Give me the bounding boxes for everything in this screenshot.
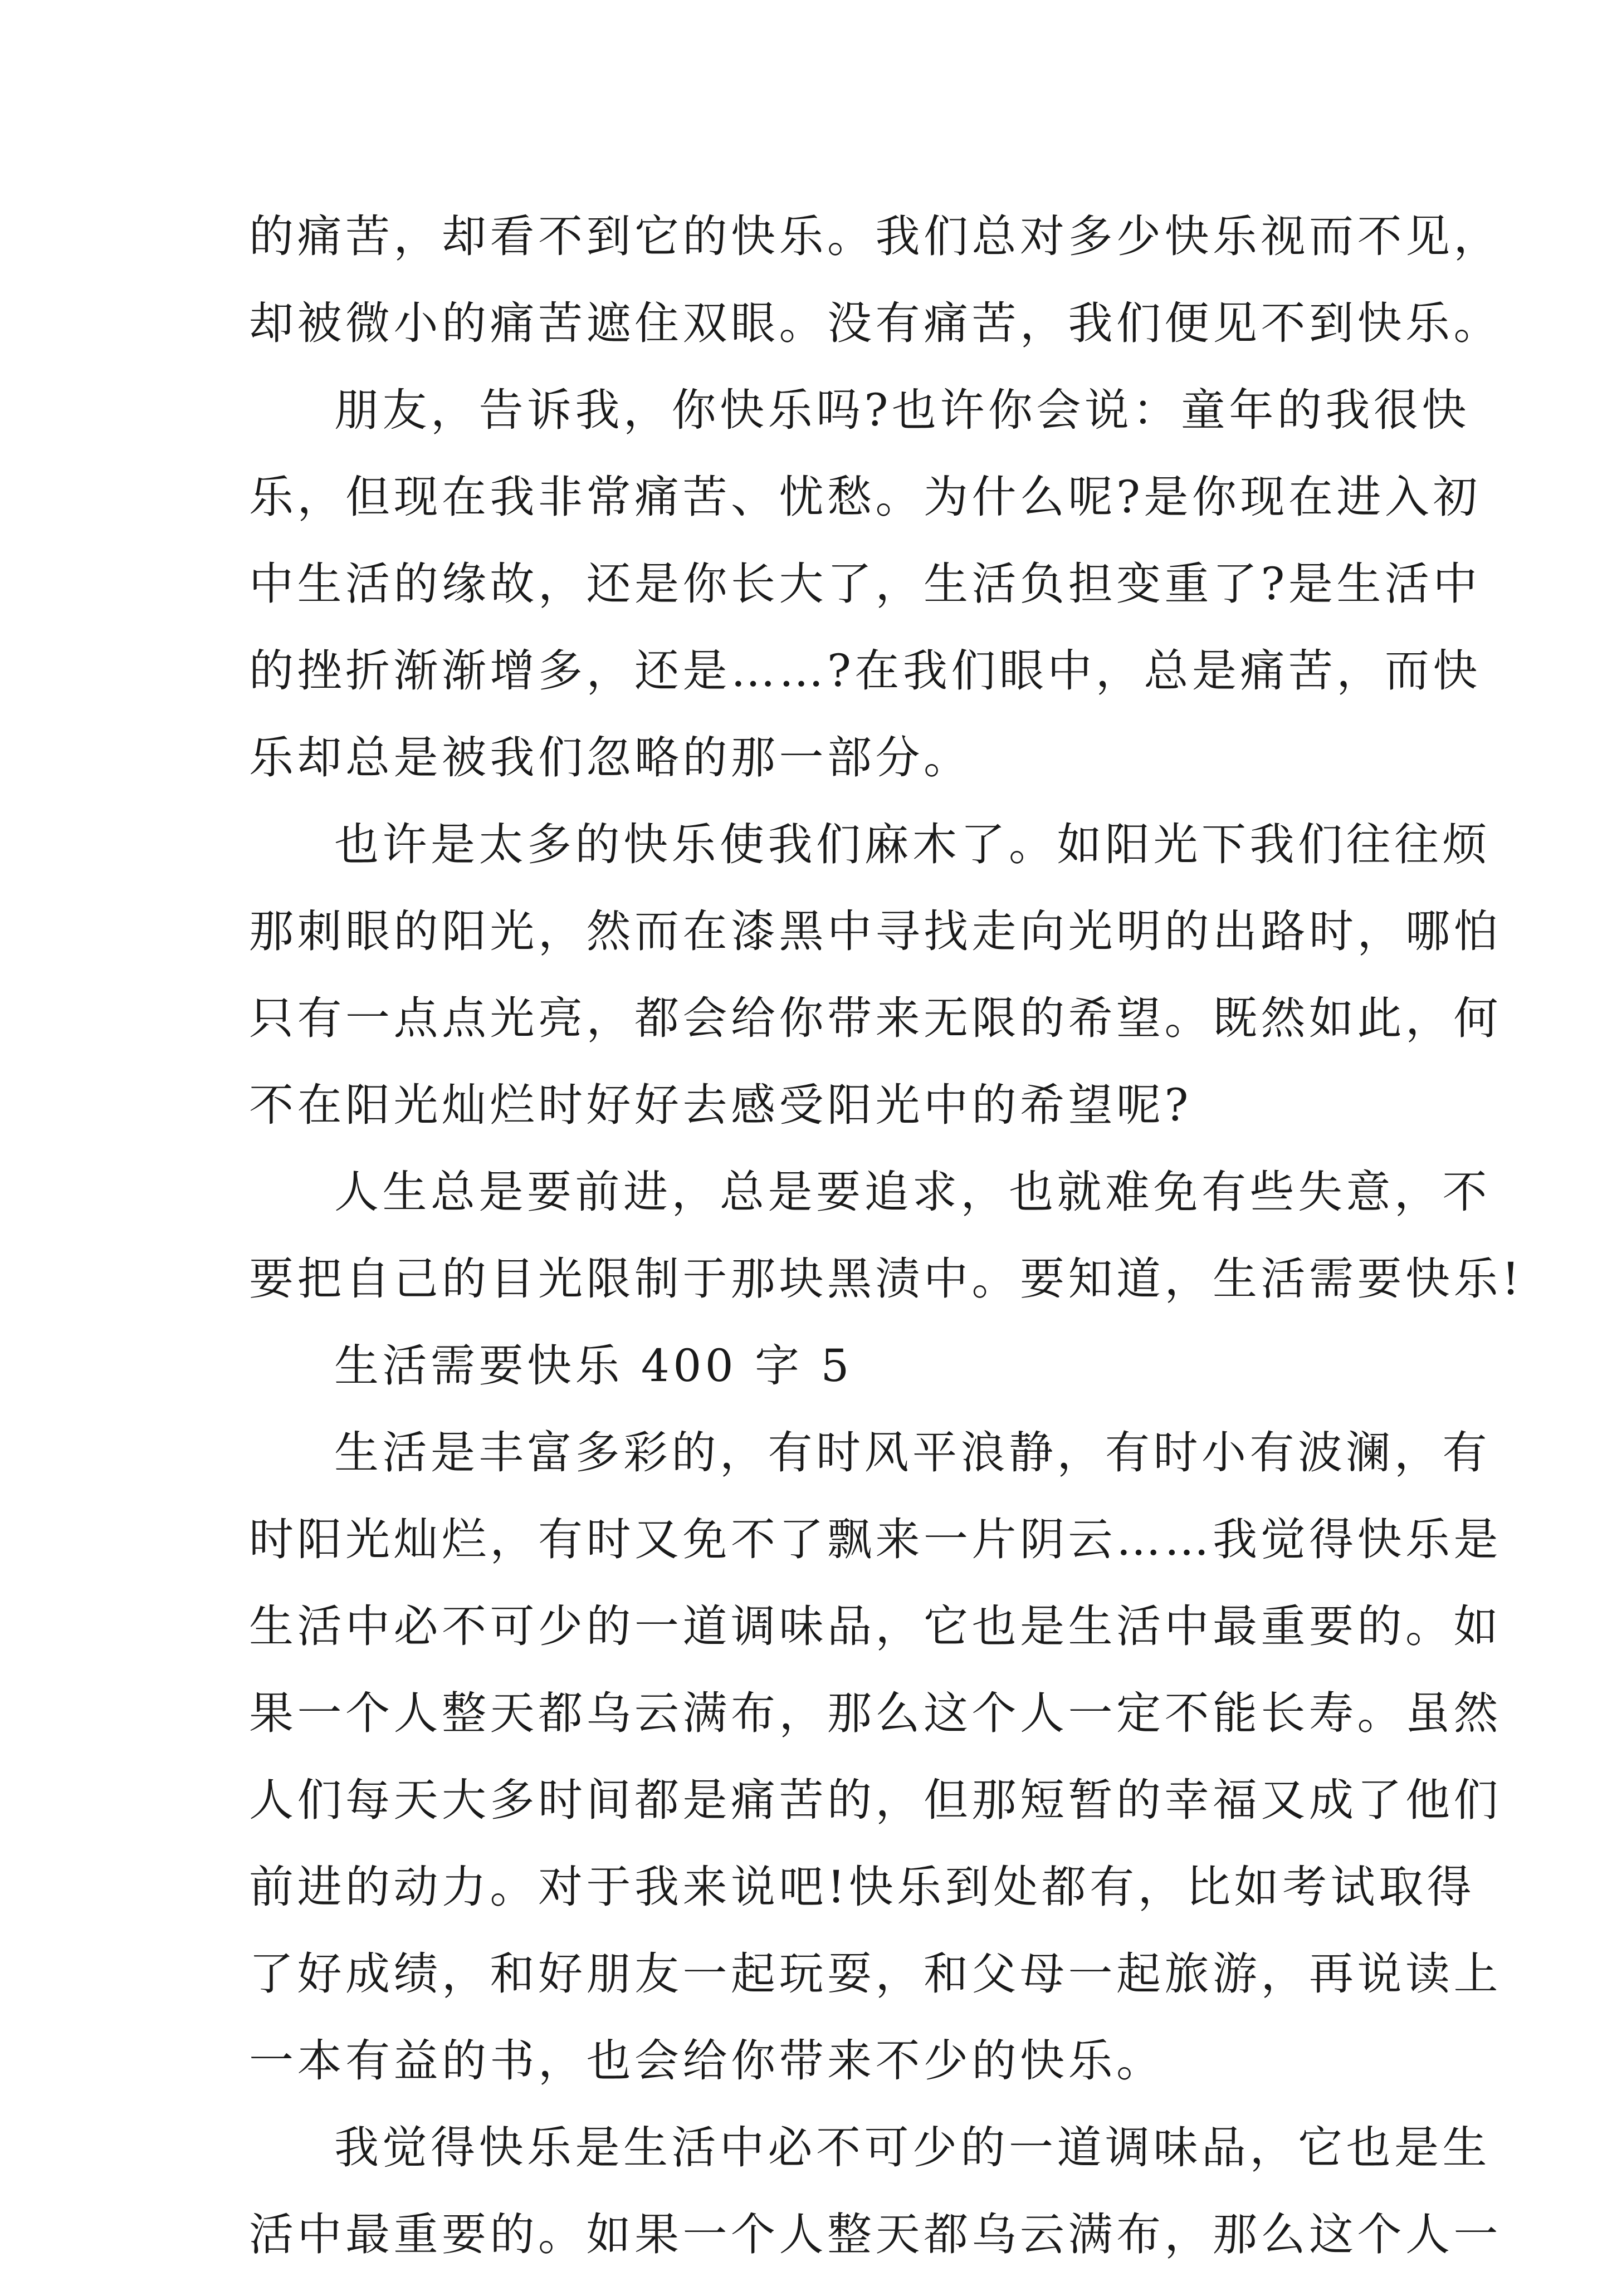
text-line: 中生活的缘故，还是你长大了，生活负担变重了?是生活中 [249,558,1481,610]
text-line: 时阳光灿烂，有时又免不了飘来一片阴云……我觉得快乐是 [249,1514,1502,1565]
text-line: 那刺眼的阳光，然而在漆黑中寻找走向光明的出路时，哪怕 [249,905,1502,957]
paragraph-start-line: 人生总是要前进，总是要追求，也就难免有些失意，不 [334,1166,1491,1218]
text-line: 前进的动力。对于我来说吧!快乐到处都有，比如考试取得 [249,1861,1476,1913]
text-line: 了好成绩，和好朋友一起玩耍，和父母一起旅游，再说读上 [249,1948,1502,2000]
text-line: 却被微小的痛苦遮住双眼。没有痛苦，我们便见不到快乐。 [249,297,1502,349]
paragraph-start-line: 朋友，告诉我，你快乐吗?也许你会说：童年的我很快 [334,384,1470,436]
text-line: 人们每天大多时间都是痛苦的，但那短暂的幸福又成了他们 [249,1774,1502,1826]
text-line: 只有一点点光亮，都会给你带来无限的希望。既然如此，何 [249,992,1502,1044]
text-line: 生活中必不可少的一道调味品，它也是生活中最重要的。如 [249,1600,1502,1652]
text-line: 果一个人整天都乌云满布，那么这个人一定不能长寿。虽然 [249,1687,1502,1739]
paragraph-start-line: 生活是丰富多彩的，有时风平浪静，有时小有波澜，有 [334,1427,1491,1479]
paragraph-start-line: 也许是太多的快乐使我们麻木了。如阳光下我们往往烦 [334,819,1491,870]
text-line: 一本有益的书，也会给你带来不少的快乐。 [249,2035,1165,2087]
paragraph-start-line: 我觉得快乐是生活中必不可少的一道调味品，它也是生 [334,2122,1491,2173]
text-line: 的挫折渐渐增多，还是……?在我们眼中，总是痛苦，而快 [249,645,1481,697]
text-line: 活中最重要的。如果一个人整天都乌云满布，那么这个人一 [249,2209,1502,2260]
text-line: 乐，但现在我非常痛苦、忧愁。为什么呢?是你现在进入初 [249,471,1481,523]
section-title: 生活需要快乐 400 字 5 [334,1340,853,1392]
text-line: 不在阳光灿烂时好好去感受阳光中的希望呢? [249,1079,1192,1131]
text-line: 的痛苦，却看不到它的快乐。我们总对多少快乐视而不见， [249,210,1502,262]
text-line: 乐却总是被我们忽略的那一部分。 [249,732,972,784]
text-line: 要把自己的目光限制于那块黑渍中。要知道，生活需要快乐! [249,1253,1523,1305]
